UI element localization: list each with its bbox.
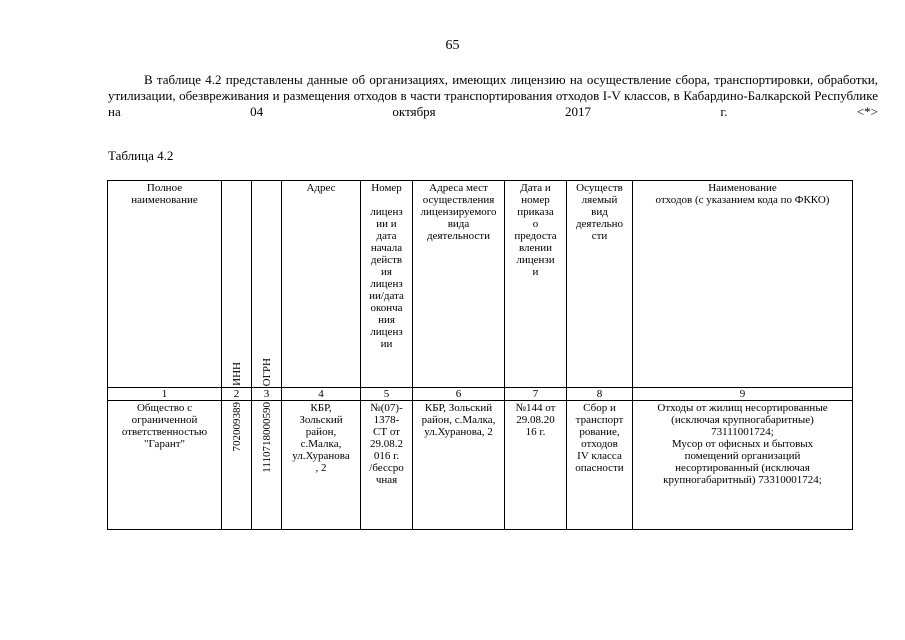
- column-number: 8: [567, 388, 633, 401]
- header-address: Адрес: [282, 181, 361, 388]
- cell-ogrn: 1110718000590: [252, 401, 282, 530]
- table-row: [108, 401, 853, 530]
- cell-full-name: Общество с ограниченной ответственностью "Гарант": [108, 401, 222, 530]
- header-waste-name: Наименование отходов (с указанием кода по ФККО): [633, 181, 853, 388]
- column-number: 5: [361, 388, 413, 401]
- column-number: 9: [633, 388, 853, 401]
- cell-waste-name: Отходы от жилищ несортированные (исключая крупногабаритные) 73111001724; Мусор от офисных и бытовых помещений организаций несортированный (исключая крупногабаритный) 73310001724;: [633, 401, 853, 530]
- header-activity-addresses: Адреса мест осуществления лицензируемого вида деятельности: [413, 181, 505, 388]
- header-license-number: Номер лиценз ии и дата начала действ ия лиценз ии/дата оконча ния лиценз ии: [361, 181, 413, 388]
- column-number: 1: [108, 388, 222, 401]
- column-number: 3: [252, 388, 282, 401]
- page-number: 65: [445, 38, 460, 53]
- cell-address: КБР, Зольский район, с.Малка, ул.Хуранова , 2: [282, 401, 361, 530]
- cell-license-number: №(07)- 1378- СТ от 29.08.2 016 г. /бессро чная: [361, 401, 413, 530]
- header-activity-type: Осуществ ляемый вид деятельно сти: [567, 181, 633, 388]
- column-number: 6: [413, 388, 505, 401]
- table-caption: Таблица 4.2: [108, 148, 174, 163]
- license-table: [107, 180, 853, 530]
- cell-activity-addresses: КБР, Зольский район, с.Малка, ул.Хуранова, 2: [413, 401, 505, 530]
- cell-order-date: №144 от 29.08.20 16 г.: [505, 401, 567, 530]
- cell-activity-type: Сбор и транспорт рование, отходов IV класса опасности: [567, 401, 633, 530]
- header-order-date: Дата и номер приказа о предоста влении лицензи и: [505, 181, 567, 388]
- column-number: 7: [505, 388, 567, 401]
- column-number: 2: [222, 388, 252, 401]
- header-ogrn: ОГРН: [252, 181, 282, 388]
- intro-paragraph: В таблице 4.2 представлены данные об организациях, имеющих лицензию на осуществление сбора, транспортировки, обработки, утилизации, обезвреживания и размещения отходов в части транспортирования отходов I-V классов, в Кабардино-Балкарской Республике на 04 октября 2017 г. <*>: [108, 72, 878, 119]
- column-number-row: [108, 388, 853, 401]
- cell-inn: 702009389: [222, 401, 252, 530]
- header-inn: ИНН: [222, 181, 252, 388]
- column-number: 4: [282, 388, 361, 401]
- header-full-name: Полное наименование: [108, 181, 222, 388]
- table-header-row: [108, 181, 853, 388]
